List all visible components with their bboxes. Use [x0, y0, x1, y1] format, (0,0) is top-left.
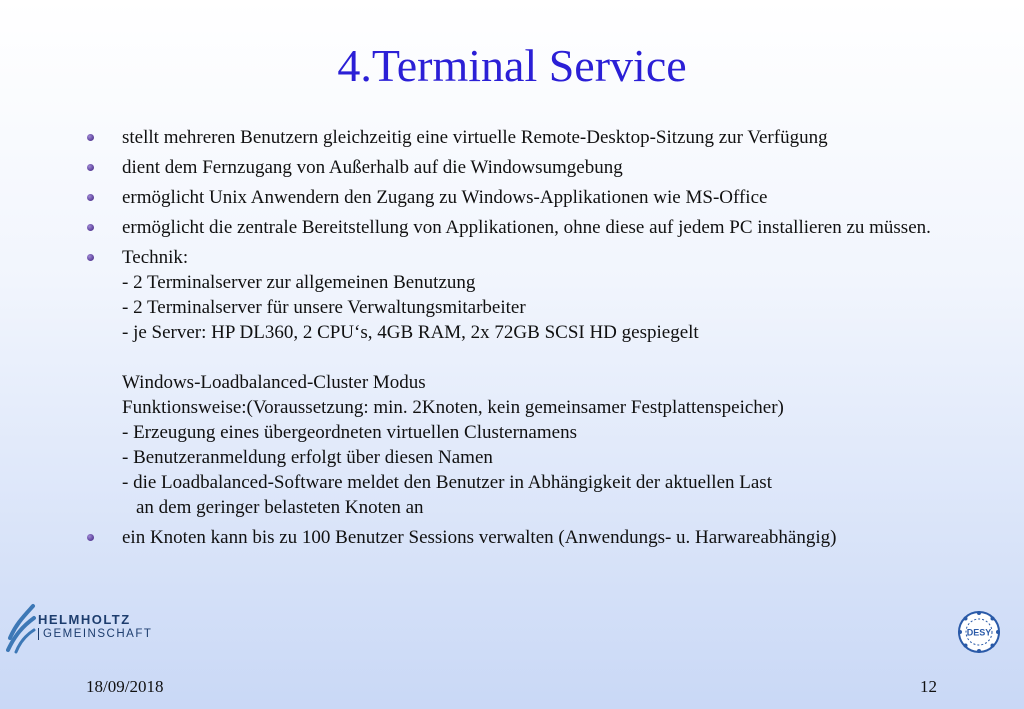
footer-date: 18/09/2018 — [86, 677, 164, 696]
bullet-item — [84, 155, 944, 180]
cluster-line: Funktionsweise:(Voraussetzung: min. 2Knoten, kein gemeinsamer Festplattenspeicher) — [122, 397, 784, 418]
bullet-text: ein Knoten kann bis zu 100 Benutzer Sessions verwalten (Anwendungs- u. Harwareabhängig) — [122, 527, 837, 548]
desy-logo-icon — [956, 609, 1002, 655]
desy-label: DESY — [966, 627, 992, 638]
bullet-dot-icon — [87, 254, 94, 261]
bullet-item-technik — [84, 245, 944, 520]
bullet-item — [84, 125, 944, 150]
bullet-list — [84, 125, 944, 555]
bullet-item — [84, 215, 944, 240]
spacer — [122, 345, 944, 370]
technik-line: - 2 Terminalserver für unsere Verwaltungsmitarbeiter — [122, 297, 526, 318]
bullet-dot-icon — [87, 194, 94, 201]
bullet-dot-icon — [87, 224, 94, 231]
bullet-text: ermöglicht die zentrale Bereitstellung von Applikationen, ohne diese auf jedem PC installieren zu müssen. — [122, 217, 931, 238]
cluster-line: - Benutzeranmeldung erfolgt über diesen Namen — [122, 447, 493, 468]
bullet-dot-icon — [87, 164, 94, 171]
helmholtz-subname: GEMEINSCHAFT — [38, 628, 152, 640]
cluster-line: Windows-Loadbalanced-Cluster Modus — [122, 372, 426, 393]
bullet-item — [84, 525, 944, 550]
technik-line: - 2 Terminalserver zur allgemeinen Benutzung — [122, 272, 476, 293]
cluster-line: - die Loadbalanced-Software meldet den Benutzer in Abhängigkeit der aktuellen Last — [122, 472, 772, 493]
cluster-line: an dem geringer belasteten Knoten an — [136, 497, 424, 518]
helmholtz-name: HELMHOLTZ — [38, 612, 131, 627]
helmholtz-logo — [6, 600, 153, 655]
bullet-dot-icon — [87, 534, 94, 541]
slide-title: 4.Terminal Service — [337, 40, 687, 91]
technik-line: - je Server: HP DL360, 2 CPU‘s, 4GB RAM, 2x 72GB SCSI HD gespiegelt — [122, 322, 699, 343]
bullet-text: stellt mehreren Benutzern gleichzeitig eine virtuelle Remote-Desktop-Sitzung zur Verfügung — [122, 127, 828, 148]
bullet-text: dient dem Fernzugang von Außerhalb auf die Windowsumgebung — [122, 157, 623, 178]
technik-heading: Technik: — [122, 247, 189, 268]
footer-page-number: 12 — [920, 677, 937, 696]
bullet-item — [84, 185, 944, 210]
bullet-text: ermöglicht Unix Anwendern den Zugang zu Windows-Applikationen wie MS-Office — [122, 187, 768, 208]
cluster-line: - Erzeugung eines übergeordneten virtuellen Clusternamens — [122, 422, 577, 443]
helmholtz-emblem-icon — [6, 602, 36, 654]
bullet-dot-icon — [87, 134, 94, 141]
